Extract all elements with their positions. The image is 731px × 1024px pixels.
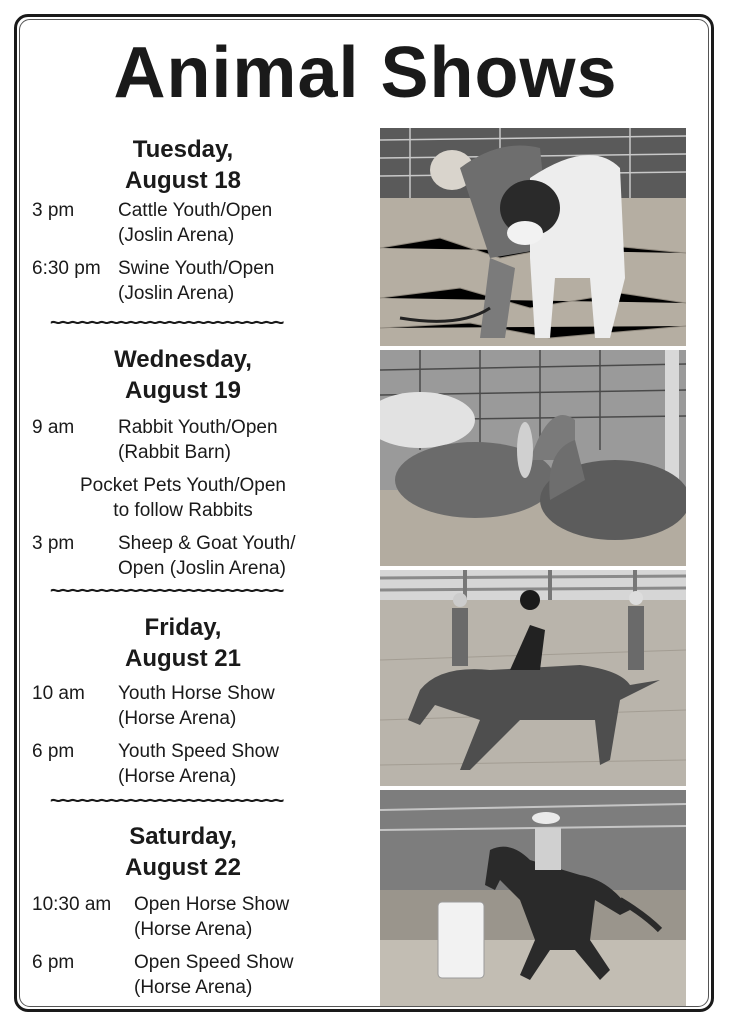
event-name: Sheep & Goat Youth/: [118, 533, 296, 554]
event-name: Pocket Pets Youth/Open: [80, 475, 286, 496]
cattle-photo: [380, 128, 686, 346]
day-date: August 19: [124, 377, 241, 404]
day-heading: [28, 821, 338, 883]
day-name: Wednesday,: [114, 346, 252, 373]
event-item: [28, 739, 338, 789]
event-place: to follow Rabbits: [113, 500, 253, 521]
event-name: Open Speed Show: [134, 952, 294, 973]
day-friday: [28, 612, 338, 789]
event-name: Youth Horse Show: [118, 683, 275, 704]
event-name: Rabbit Youth/Open: [118, 417, 278, 438]
event-name: Swine Youth/Open: [118, 258, 275, 279]
day-tuesday: [28, 134, 338, 306]
event-time: 6 pm: [32, 952, 75, 973]
event-time: 10:30 am: [32, 894, 112, 915]
day-date: August 18: [124, 167, 241, 194]
event-name: Youth Speed Show: [118, 741, 279, 762]
event-item: [28, 415, 338, 465]
event-item: [28, 473, 338, 523]
day-date: August 22: [124, 854, 241, 881]
day-saturday: [28, 821, 338, 1000]
day-heading: [28, 134, 338, 196]
event-item: [28, 531, 338, 581]
separator: ~~~~~~~~~~~~~~~~~~~~~~~~: [50, 584, 283, 598]
page-title: Animal Shows: [113, 33, 618, 113]
event-time: 3 pm: [32, 200, 75, 221]
event-place: (Joslin Arena): [118, 283, 235, 304]
event-place: (Horse Arena): [118, 708, 237, 729]
separator: ~~~~~~~~~~~~~~~~~~~~~~~~: [50, 794, 283, 808]
goats-photo: [380, 350, 686, 566]
event-name: Cattle Youth/Open: [118, 200, 273, 221]
event-name: Open Horse Show: [134, 894, 290, 915]
event-place: (Rabbit Barn): [118, 442, 231, 463]
day-heading: [28, 344, 338, 406]
event-place: (Horse Arena): [134, 919, 253, 940]
day-heading: [28, 612, 338, 674]
day-name: Tuesday,: [132, 136, 234, 163]
event-place: Open (Joslin Arena): [118, 558, 286, 579]
event-time: 6 pm: [32, 741, 75, 762]
event-time: 3 pm: [32, 533, 75, 554]
event-place: (Horse Arena): [118, 766, 237, 787]
day-wednesday: [28, 344, 338, 581]
event-time: 9 am: [32, 417, 75, 438]
day-date: August 21: [124, 645, 241, 672]
event-item: [28, 950, 338, 1000]
event-time: 10 am: [32, 683, 85, 704]
event-item: [28, 198, 338, 248]
event-place: (Joslin Arena): [118, 225, 235, 246]
day-name: Saturday,: [129, 823, 237, 850]
event-time: 6:30 pm: [32, 258, 101, 279]
event-item: [28, 892, 338, 942]
event-place: (Horse Arena): [134, 977, 253, 998]
horse-show-photo: [380, 570, 686, 786]
day-name: Friday,: [144, 614, 222, 641]
event-item: [28, 681, 338, 731]
separator: ~~~~~~~~~~~~~~~~~~~~~~~~: [50, 316, 283, 330]
event-item: [28, 256, 338, 306]
barrel-racing-photo: [380, 790, 686, 1006]
